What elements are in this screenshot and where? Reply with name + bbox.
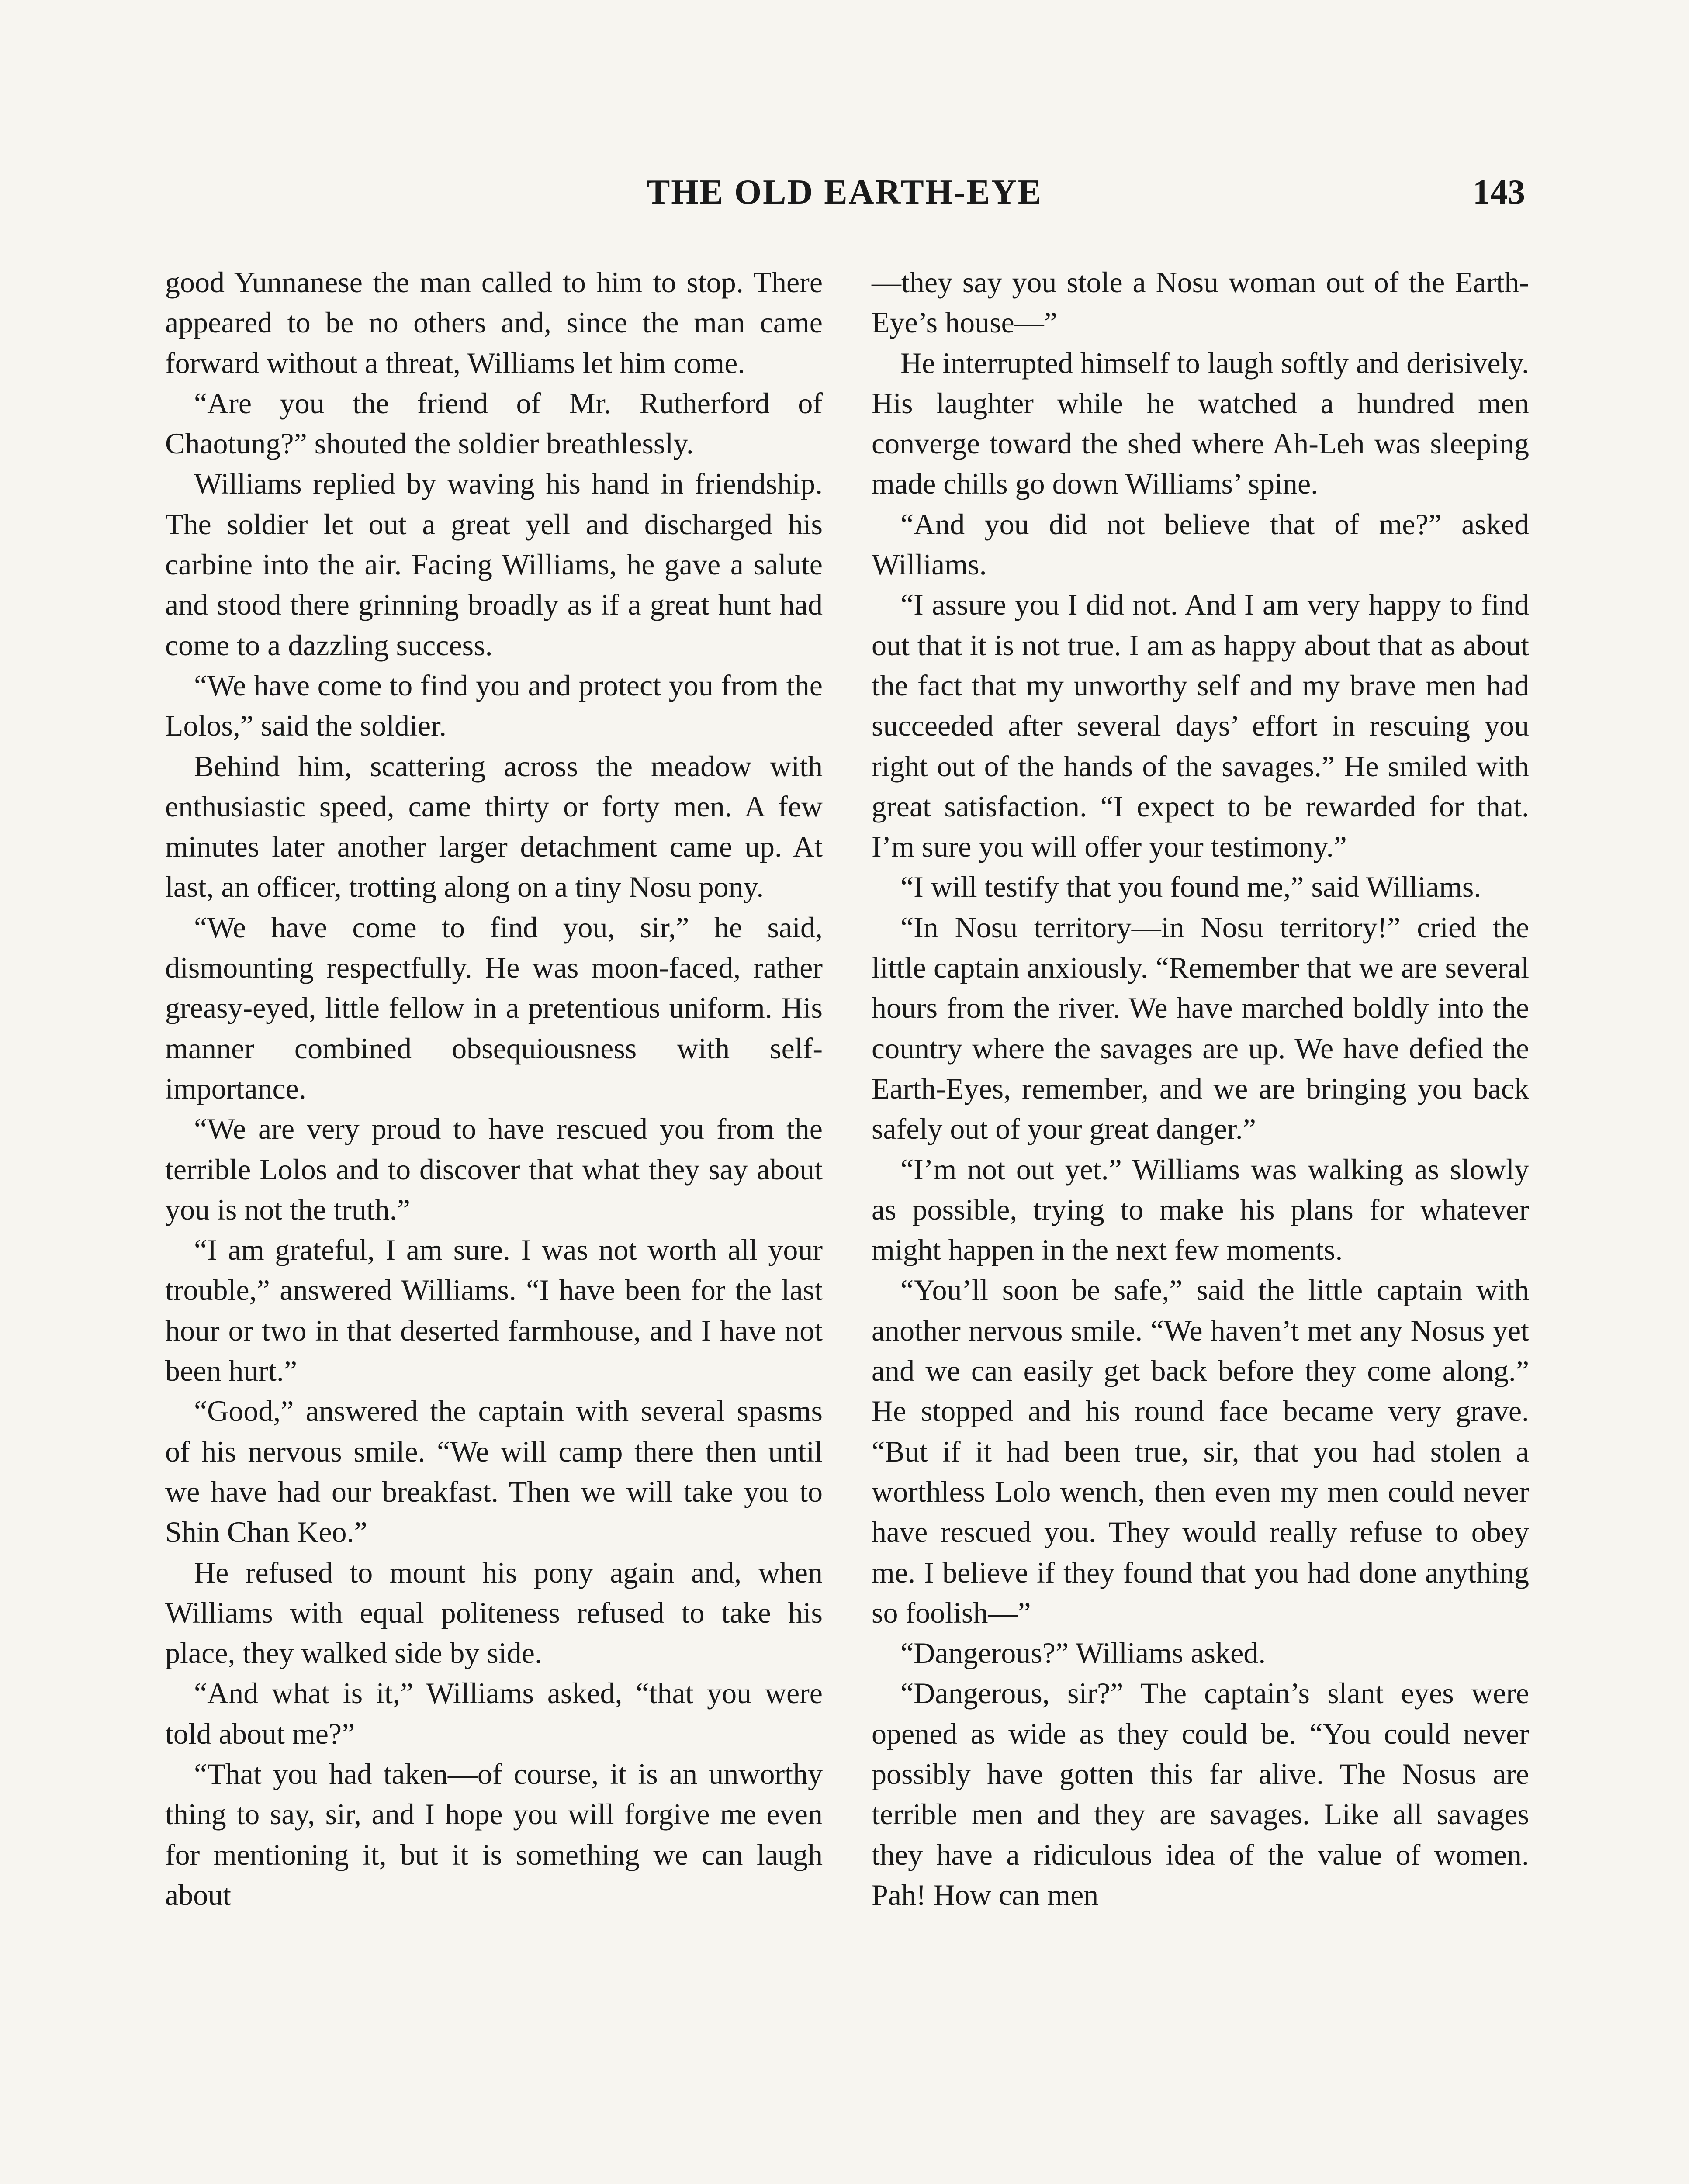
paragraph: good Yunnanese the man called to him to stop. There appeared to be no others and, since the man came forward without a threat, Williams let him come. bbox=[165, 266, 823, 380]
paragraph: “Dangerous?” Williams asked. bbox=[900, 1636, 1266, 1670]
right-column bbox=[872, 262, 1529, 1915]
paragraph: He refused to mount his pony again and, when Williams with equal politeness refused to take his place, they walked side by side. bbox=[165, 1555, 823, 1670]
paragraph: “I’m not out yet.” Williams was walking as slowly as possible, trying to make his plans for whatever might happen in the next few moments. bbox=[872, 1152, 1529, 1267]
paragraph: Williams replied by waving his hand in friendship. The soldier let out a great yell and discharged his carbine into the air. Facing Williams, he gave a salute and stood there grinning broadly as if a great hunt had come to a dazzling success. bbox=[165, 467, 823, 662]
paragraph: “Good,” answered the captain with several spasms of his nervous smile. “We will camp there then until we have had our breakfast. Then we will take you to Shin Chan Keo.” bbox=[165, 1394, 823, 1549]
paragraph: “Are you the friend of Mr. Rutherford of Chaotung?” shouted the soldier breathlessly. bbox=[165, 386, 823, 460]
paragraph: “I am grateful, I am sure. I was not worth all your trouble,” answered Williams. “I have been for the last hour or two in that deserted farmhouse, and I have not been hurt.” bbox=[165, 1233, 823, 1388]
paragraph: “I will testify that you found me,” said Williams. bbox=[900, 870, 1481, 904]
paragraph: Behind him, scattering across the meadow with enthusiastic speed, came thirty or forty men. A few minutes later another larger detachment came up. At last, an officer, trotting along on a tiny Nosu pony. bbox=[165, 749, 823, 904]
paragraph: “That you had taken—of course, it is an unworthy thing to say, sir, and I hope you will forgive me even for mentioning it, but it is something we can laugh about bbox=[165, 1757, 823, 1911]
left-column bbox=[165, 262, 823, 1915]
paragraph: He interrupted himself to laugh softly and derisively. His laughter while he watched a hundred men converge toward the shed where Ah-Leh was sleeping made chills go down Williams’ spine. bbox=[872, 346, 1529, 501]
paragraph: “We have come to find you and protect you from the Lolos,” said the soldier. bbox=[165, 668, 823, 743]
paragraph: “Dangerous, sir?” The captain’s slant eyes were opened as wide as they could be. “You could never possibly have gotten this far alive. The Nosus are terrible men and they are savages. Like all savages they have a ridiculous idea of the value of women. Pah! How can men bbox=[872, 1676, 1529, 1911]
running-head-title: THE OLD EARTH-EYE bbox=[646, 173, 1043, 211]
page-number: 143 bbox=[1473, 173, 1525, 211]
paragraph: “I assure you I did not. And I am very happy to find out that it is not true. I am as happy about that as about the fact that my unworthy self and my brave men had succeeded after several days’ effort in rescuing you right out of the hands of the savages.” He smiled with great satisfaction. “I expect to be rewarded for that. I’m sure you will offer your testimony.” bbox=[872, 588, 1529, 864]
paragraph: “And what is it,” Williams asked, “that you were told about me?” bbox=[165, 1676, 823, 1750]
paragraph: —they say you stole a Nosu woman out of the Earth-Eye’s house—” bbox=[872, 266, 1529, 339]
paragraph: “We have come to find you, sir,” he said, dismounting respectfully. He was moon-faced, rather greasy-eyed, little fellow in a pretentious uniform. His manner combined obsequiousness with self-importance. bbox=[165, 910, 823, 1105]
paragraph: “We are very proud to have rescued you from the terrible Lolos and to discover that what they say about you is not the truth.” bbox=[165, 1112, 823, 1226]
paragraph: “And you did not believe that of me?” asked Williams. bbox=[872, 507, 1529, 581]
paragraph: “You’ll soon be safe,” said the little captain with another nervous smile. “We haven’t met any Nosus yet and we can easily get back before they come along.” He stopped and his round face became very grave. “But if it had been true, sir, that you had stolen a worthless Lolo wench, then even my men could never have rescued you. They would really refuse to obey me. I believe if they found that you had done anything so foolish—” bbox=[872, 1273, 1529, 1629]
paragraph: “In Nosu territory—in Nosu territory!” cried the little captain anxiously. “Remember that we are several hours from the river. We have marched boldly into the country where the savages are up. We have defied the Earth-Eyes, remember, and we are bringing you back safely out of your great danger.” bbox=[872, 910, 1529, 1146]
